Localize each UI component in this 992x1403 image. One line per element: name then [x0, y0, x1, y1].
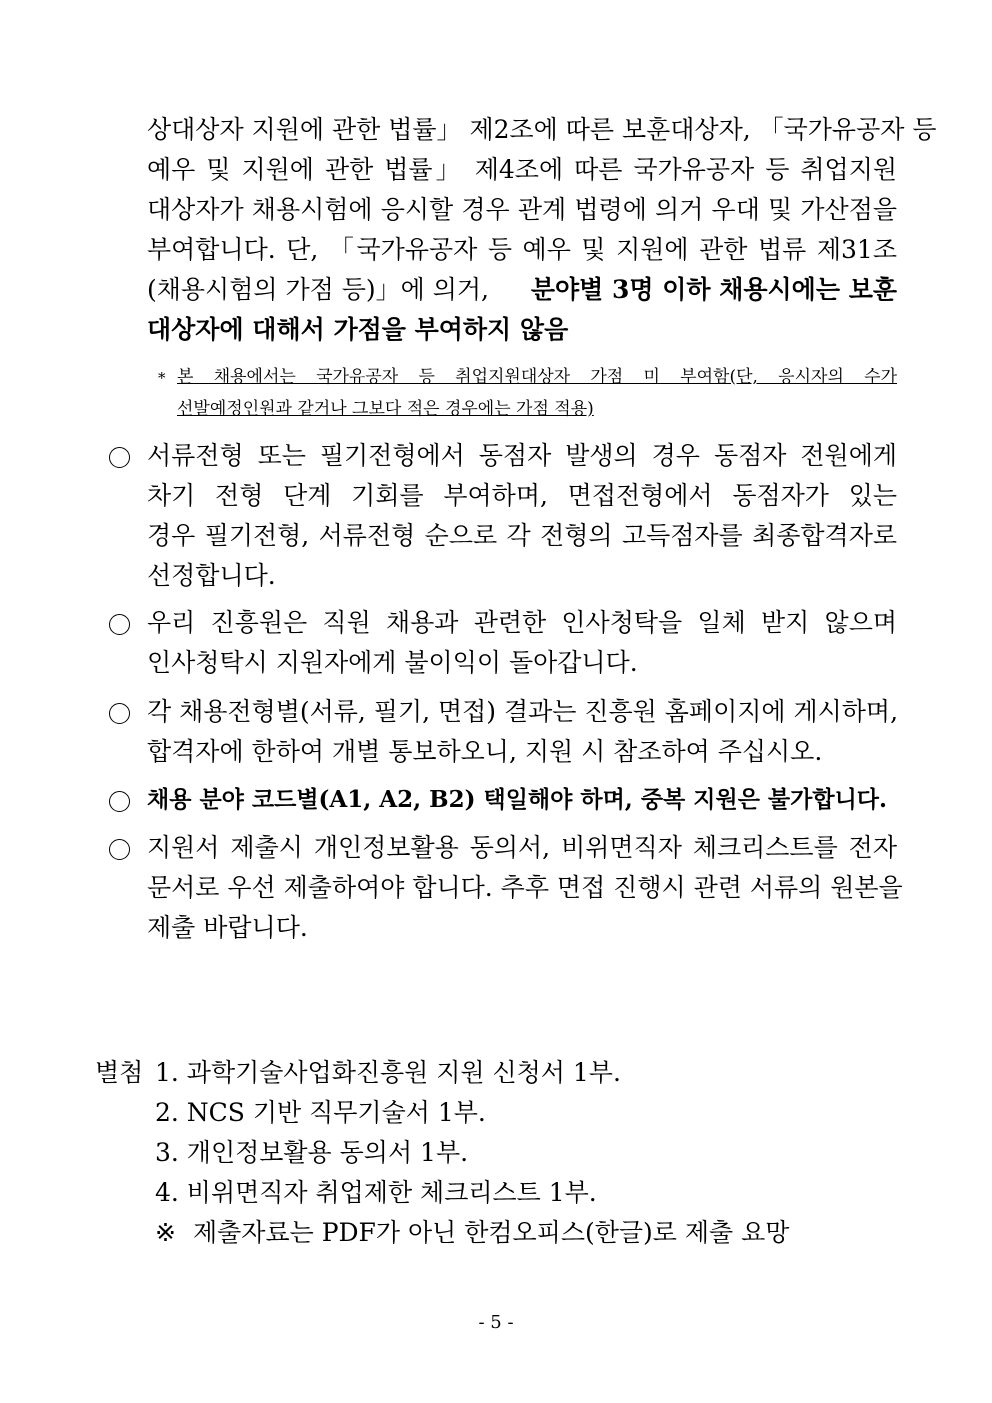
- bullet-line-bold: 채용 분야 코드별(A1, A2, B2) 택일해야 하며, 중복 지원은 불가합니다.: [147, 786, 888, 813]
- attachments-label: 별첨: [95, 1058, 144, 1087]
- note-line: 선발예정인원과 같거나 그보다 적은 경우에는 가점 적용): [177, 399, 594, 419]
- bullet-line: 각 채용전형별(서류, 필기, 면접) 결과는 진흥원 홈페이지에 게시하며,: [147, 697, 899, 726]
- intro-line-mixed: [147, 270, 897, 310]
- attachment-note: 제출자료는 PDF가 아닌 한컴오피스(한글)로 제출 요망: [193, 1218, 790, 1247]
- bullet-line: 제출 바랍니다.: [147, 913, 308, 942]
- attachment-note-marker: ※: [155, 1218, 176, 1247]
- bullet-line: 인사청탁시 지원자에게 불이익이 돌아갑니다.: [147, 648, 638, 677]
- circle-bullet-icon: [109, 703, 130, 724]
- bullet-line: 서류전형 또는 필기전형에서 동점자 발생의 경우 동점자 전원에게: [147, 441, 897, 470]
- bullet-line: 선정합니다.: [147, 561, 276, 590]
- attachment-item: 3. 개인정보활용 동의서 1부.: [155, 1138, 469, 1167]
- bullet-line: 차기 전형 단계 기회를 부여하며, 면접전형에서 동점자가 있는: [147, 481, 897, 510]
- attachment-item: 1. 과학기술사업화진흥원 지원 신청서 1부.: [155, 1058, 621, 1087]
- note-marker: *: [158, 369, 166, 387]
- bullet-line: 지원서 제출시 개인정보활용 동의서, 비위면직자 체크리스트를 전자: [147, 833, 897, 862]
- intro-line: 대상자가 채용시험에 응시할 경우 관계 법령에 의거 우대 및 가산점을: [147, 195, 897, 224]
- attachment-item: 2. NCS 기반 직무기술서 1부.: [155, 1098, 486, 1127]
- circle-bullet-icon: [109, 791, 130, 812]
- intro-line-bold: 분야별 3명 이하 채용시에는 보훈: [530, 275, 897, 304]
- attachment-item: 4. 비위면직자 취업제한 체크리스트 1부.: [155, 1178, 597, 1207]
- bullet-line: 문서로 우선 제출하여야 합니다. 추후 면접 진행시 관련 서류의 원본을: [147, 873, 903, 902]
- intro-line: 예우 및 지원에 관한 법률」 제4조에 따른 국가유공자 등 취업지원: [147, 155, 897, 184]
- page-number: - 5 -: [478, 1312, 514, 1333]
- note-line: 본 채용에서는 국가유공자 등 취업지원대상자 가점 미 부여함(단, 응시자의 수가: [177, 367, 897, 387]
- bullet-line: 경우 필기전형, 서류전형 순으로 각 전형의 고득점자를 최종합격자로: [147, 521, 897, 550]
- intro-bold-line: 대상자에 대해서 가점을 부여하지 않음: [147, 315, 569, 344]
- circle-bullet-icon: [109, 839, 130, 860]
- intro-line-normal: (채용시험의 가점 등)」에 의거,: [147, 275, 489, 304]
- circle-bullet-icon: [109, 614, 130, 635]
- bullet-line: 합격자에 한하여 개별 통보하오니, 지원 시 참조하여 주십시오.: [147, 737, 823, 766]
- circle-bullet-icon: [109, 447, 130, 468]
- intro-line: 상대상자 지원에 관한 법률」 제2조에 따른 보훈대상자, 「국가유공자 등: [147, 115, 937, 144]
- bullet-line: 우리 진흥원은 직원 채용과 관련한 인사청탁을 일체 받지 않으며: [147, 608, 897, 637]
- intro-line: 부여합니다. 단, 「국가유공자 등 예우 및 지원에 관한 법류 제31조: [147, 235, 897, 264]
